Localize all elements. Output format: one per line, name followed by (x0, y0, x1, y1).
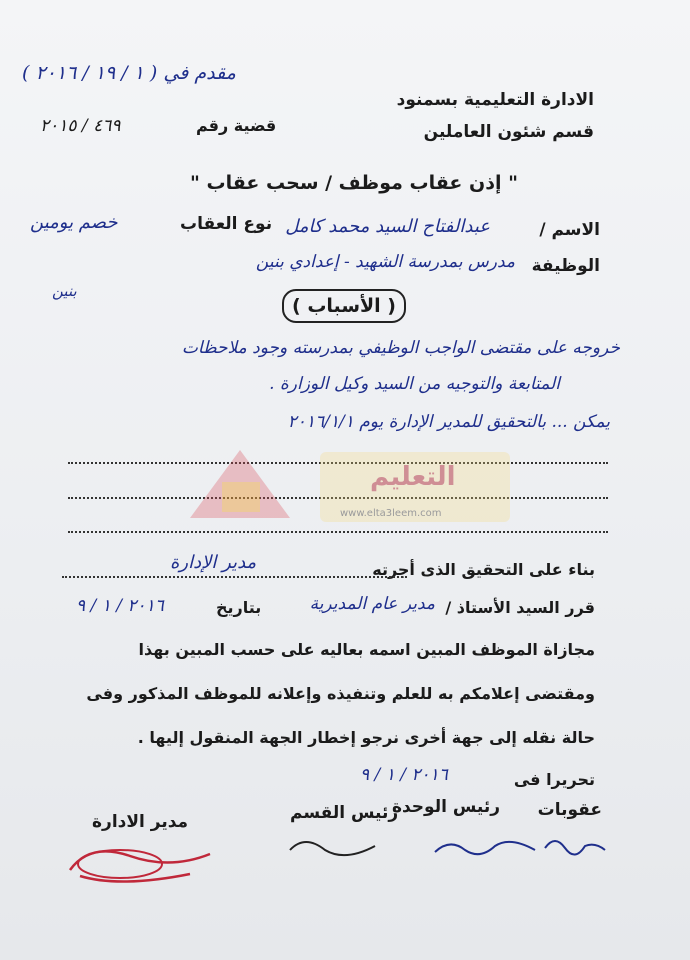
paragraph-line-3: حالة نقله إلى جهة أخرى نرجو إخطار الجهة المنقول إليها . (137, 728, 595, 747)
signature-director (60, 836, 220, 896)
date-label: بتاريخ (216, 598, 262, 617)
date-value: ٢٠١٦ / ١ / ٩ (76, 596, 164, 616)
received-note: مقدم في ( ١ / ١٩ / ٢٠١٦ ) (22, 62, 236, 84)
form-title: " إذن عقاب موظف / سحب عقاب " (190, 172, 518, 194)
case-value: ٤٦٩ / ٢٠١٥ (40, 116, 121, 136)
dept-name: قسم شئون العاملين (423, 122, 594, 142)
job-extra: بنين (52, 282, 77, 300)
case-label: قضية رقم (196, 116, 277, 135)
reason-line-3: يمكن ... بالتحقيق للمدير الإدارة يوم ٢٠١٦/١/١ (287, 412, 610, 432)
investigation-label: بناء على التحقيق الذى أجرته (372, 560, 595, 579)
sig-penalties: عقوبات (537, 800, 602, 820)
sig-section-head: رئيس القسم (290, 803, 399, 823)
written-label: تحريرا فى (513, 770, 595, 789)
penalty-value: خصم يومين (30, 212, 118, 233)
decided-label: قرر السيد الأستاذ / (445, 598, 595, 617)
reasons-title: ( الأسباب ) (282, 289, 406, 323)
reason-line-1: خروجه على مقتضى الواجب الوظيفي بمدرسته وجود ملاحظات (181, 338, 620, 358)
job-value: مدرس بمدرسة الشهيد - إعدادي بنين (255, 252, 515, 272)
reason-line-2: المتابعة والتوجيه من السيد وكيل الوزارة . (269, 374, 560, 394)
site-watermark (180, 438, 520, 530)
written-value: ٢٠١٦ / ١ / ٩ (360, 765, 448, 785)
name-label: الاسم / (539, 220, 600, 240)
dotted-line (62, 576, 407, 578)
signature-unit-head (430, 826, 540, 866)
penalty-label: نوع العقاب (180, 214, 273, 234)
investigation-value: مدير الإدارة (170, 552, 257, 573)
signature-penalties (540, 826, 610, 866)
decided-value: مدير عام المديرية (309, 594, 435, 614)
watermark-url: www.elta3leem.com (340, 508, 442, 519)
paragraph-line-2: ومقتضى إعلامكم به للعلم وتنفيذه وإعلانه للموظف المذكور وفى (86, 684, 595, 703)
job-label: الوظيفة (531, 256, 600, 276)
sig-unit-head: رئيس الوحدة (391, 797, 500, 817)
sig-director: مدير الادارة (92, 812, 189, 832)
watermark-logo: التعليم (370, 462, 456, 492)
admin-name: الادارة التعليمية بسمنود (396, 90, 594, 110)
paragraph-line-1: مجازاة الموظف المبين اسمه بعاليه على حسب المبين بهذا (138, 640, 595, 659)
signature-section-head (285, 828, 380, 868)
name-value: عبدالفتاح السيد محمد كامل (285, 216, 490, 237)
dotted-line (68, 531, 608, 533)
